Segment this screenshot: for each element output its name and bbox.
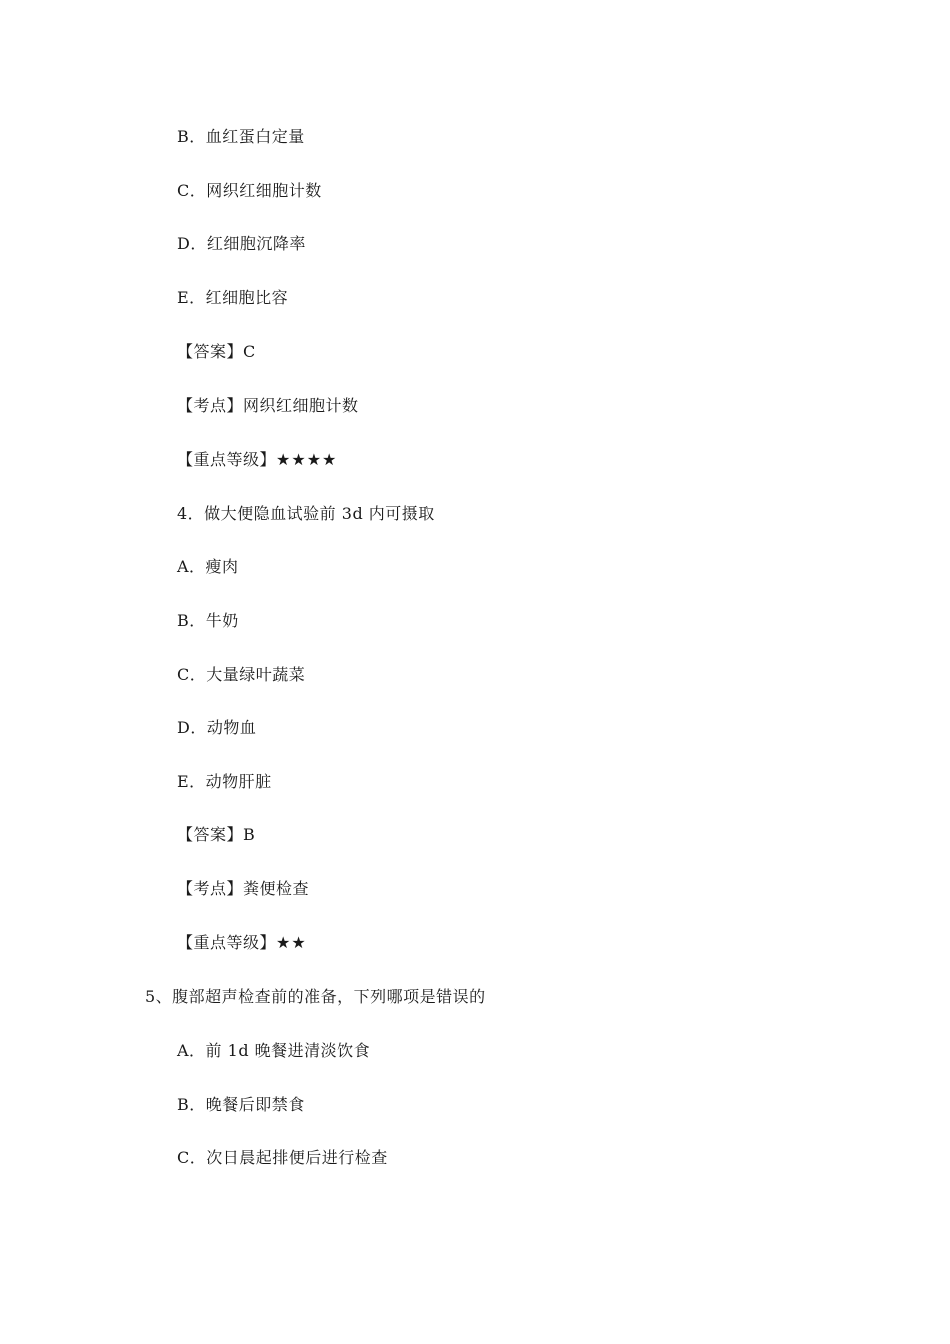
q3-option-b: B．血红蛋白定量 (177, 127, 305, 146)
q4-answer-label: 【答案】 (177, 825, 244, 844)
q4-topic-label: 【考点】 (177, 879, 244, 898)
q5-option-c: C．次日晨起排便后进行检查 (177, 1148, 388, 1167)
q4-option-d: D．动物血 (177, 718, 257, 737)
q4-level-stars: ★★ (276, 933, 307, 952)
q4-option-e: E．动物肝脏 (177, 772, 272, 791)
q5-option-a: A．前 1d 晚餐进清淡饮食 (177, 1041, 371, 1060)
q4-level (177, 933, 307, 953)
q3-option-c: C．网织红细胞计数 (177, 181, 322, 200)
q3-answer-value: C (243, 342, 256, 361)
q3-level-stars: ★★★★ (276, 450, 338, 469)
q4-topic-value: 粪便检查 (243, 879, 310, 898)
q3-topic-label: 【考点】 (177, 396, 244, 415)
q3-answer-label: 【答案】 (177, 342, 244, 361)
q4-level-label: 【重点等级】 (177, 933, 277, 952)
q3-answer (177, 342, 256, 362)
q4-option-a: A．瘦肉 (177, 557, 239, 576)
q3-level-label: 【重点等级】 (177, 450, 277, 469)
q4-option-b: B．牛奶 (177, 611, 239, 630)
q4-answer (177, 825, 255, 845)
q3-option-e: E．红细胞比容 (177, 288, 289, 307)
q3-option-d: D．红细胞沉降率 (177, 234, 306, 253)
q5-question: 5、腹部超声检查前的准备，下列哪项是错误的 (145, 987, 486, 1006)
q4-answer-value: B (243, 825, 256, 844)
q3-topic (177, 396, 359, 416)
q4-topic (177, 879, 309, 899)
q4-option-c: C．大量绿叶蔬菜 (177, 665, 306, 684)
q5-option-b: B．晚餐后即禁食 (177, 1095, 305, 1114)
q4-question: 4．做大便隐血试验前 3d 内可摄取 (177, 504, 435, 523)
q3-level (177, 450, 337, 470)
q3-topic-value: 网织红细胞计数 (243, 396, 359, 415)
